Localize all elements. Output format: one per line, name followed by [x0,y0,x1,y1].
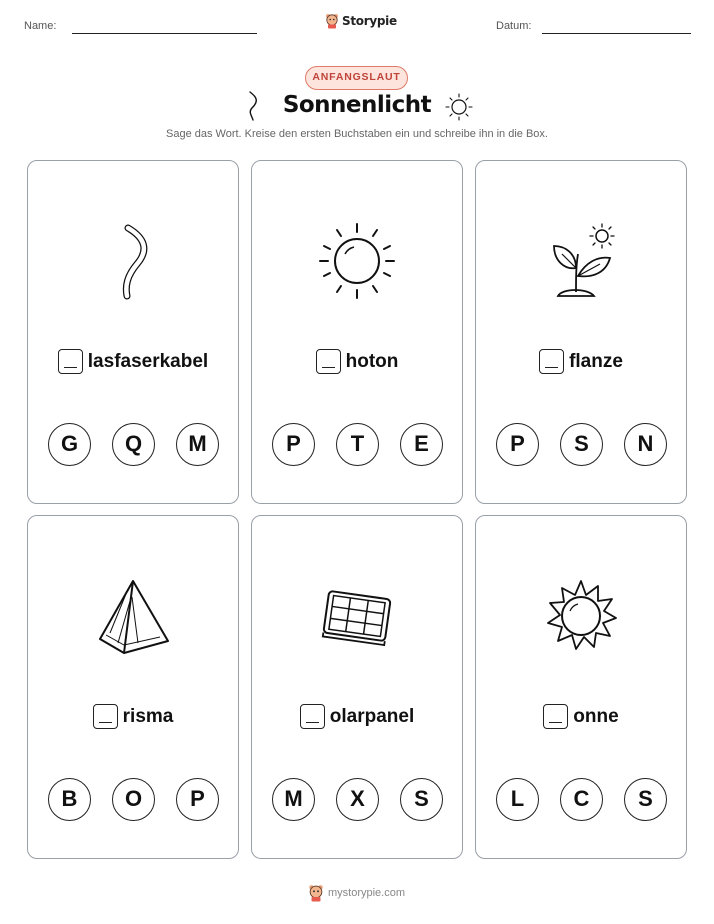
letter-choice[interactable]: E [400,423,443,466]
plant-icon [536,216,626,306]
word-row [28,704,238,729]
date-line [542,33,691,34]
letter-choice[interactable]: P [496,423,539,466]
word-row [476,349,686,374]
header [0,0,714,50]
name-line [72,33,257,34]
letter-choice[interactable]: S [624,778,667,821]
answer-box[interactable] [93,704,118,729]
footer-url[interactable]: mystorypie.com [328,887,406,899]
instructions: Sage das Wort. Kreise den ersten Buchstaben ein und schreibe ihn in die Box. [166,128,548,140]
letter-choice[interactable]: T [336,423,379,466]
letter-choice[interactable]: P [272,423,315,466]
word-row [252,704,462,729]
picture-area [252,571,462,661]
answer-box[interactable] [58,349,83,374]
letter-choices [48,778,219,821]
word-row [252,349,462,374]
letter-choice[interactable]: N [624,423,667,466]
letter-choices [496,423,667,466]
word-remainder: onne [573,705,619,727]
page-title: Sonnenlicht [282,92,432,118]
sun-outline-icon [443,92,475,122]
word-card [475,515,687,859]
word-card [27,160,239,504]
word-card [251,515,463,859]
letter-choices [272,778,443,821]
letter-choice[interactable]: S [560,423,603,466]
prism-icon [88,571,178,661]
letter-choice[interactable]: G [48,423,91,466]
sun-icon [312,216,402,306]
word-remainder: hoton [345,350,399,372]
brand-logo [325,13,397,29]
letter-choice[interactable]: C [560,778,603,821]
answer-box[interactable] [316,349,341,374]
word-card [27,515,239,859]
word-remainder: lasfaserkabel [87,350,209,372]
solar-panel-icon [312,571,402,661]
letter-choice[interactable]: B [48,778,91,821]
word-remainder: flanze [569,350,623,372]
optical-fiber-icon [103,216,163,306]
brand-name: Storypie [342,14,397,28]
letter-choices [496,778,667,821]
answer-box[interactable] [539,349,564,374]
date-label: Datum: [496,20,532,32]
answer-box[interactable] [543,704,568,729]
picture-area [476,571,686,661]
word-remainder: risma [122,705,174,727]
word-remainder: olarpanel [329,705,415,727]
letter-choice[interactable]: O [112,778,155,821]
letter-choice[interactable]: M [176,423,219,466]
picture-area [476,216,686,306]
word-row [476,704,686,729]
letter-choice[interactable]: Q [112,423,155,466]
picture-area [28,216,238,306]
title-row [0,92,714,126]
letter-choices [272,423,443,466]
word-card [475,160,687,504]
letter-choice[interactable]: S [400,778,443,821]
letter-choice[interactable]: P [176,778,219,821]
footer [308,884,405,902]
storypie-mascot-icon [325,13,339,29]
word-row [28,349,238,374]
sunflower-sun-icon [536,571,626,661]
name-label: Name: [24,20,57,32]
letter-choice[interactable]: L [496,778,539,821]
letter-choices [48,423,219,466]
picture-area [28,571,238,661]
letter-choice[interactable]: X [336,778,379,821]
storypie-mascot-icon [308,884,324,902]
word-card [251,160,463,504]
category-badge: ANFANGSLAUT [305,66,408,90]
letter-choice[interactable]: M [272,778,315,821]
picture-area [252,216,462,306]
answer-box[interactable] [300,704,325,729]
